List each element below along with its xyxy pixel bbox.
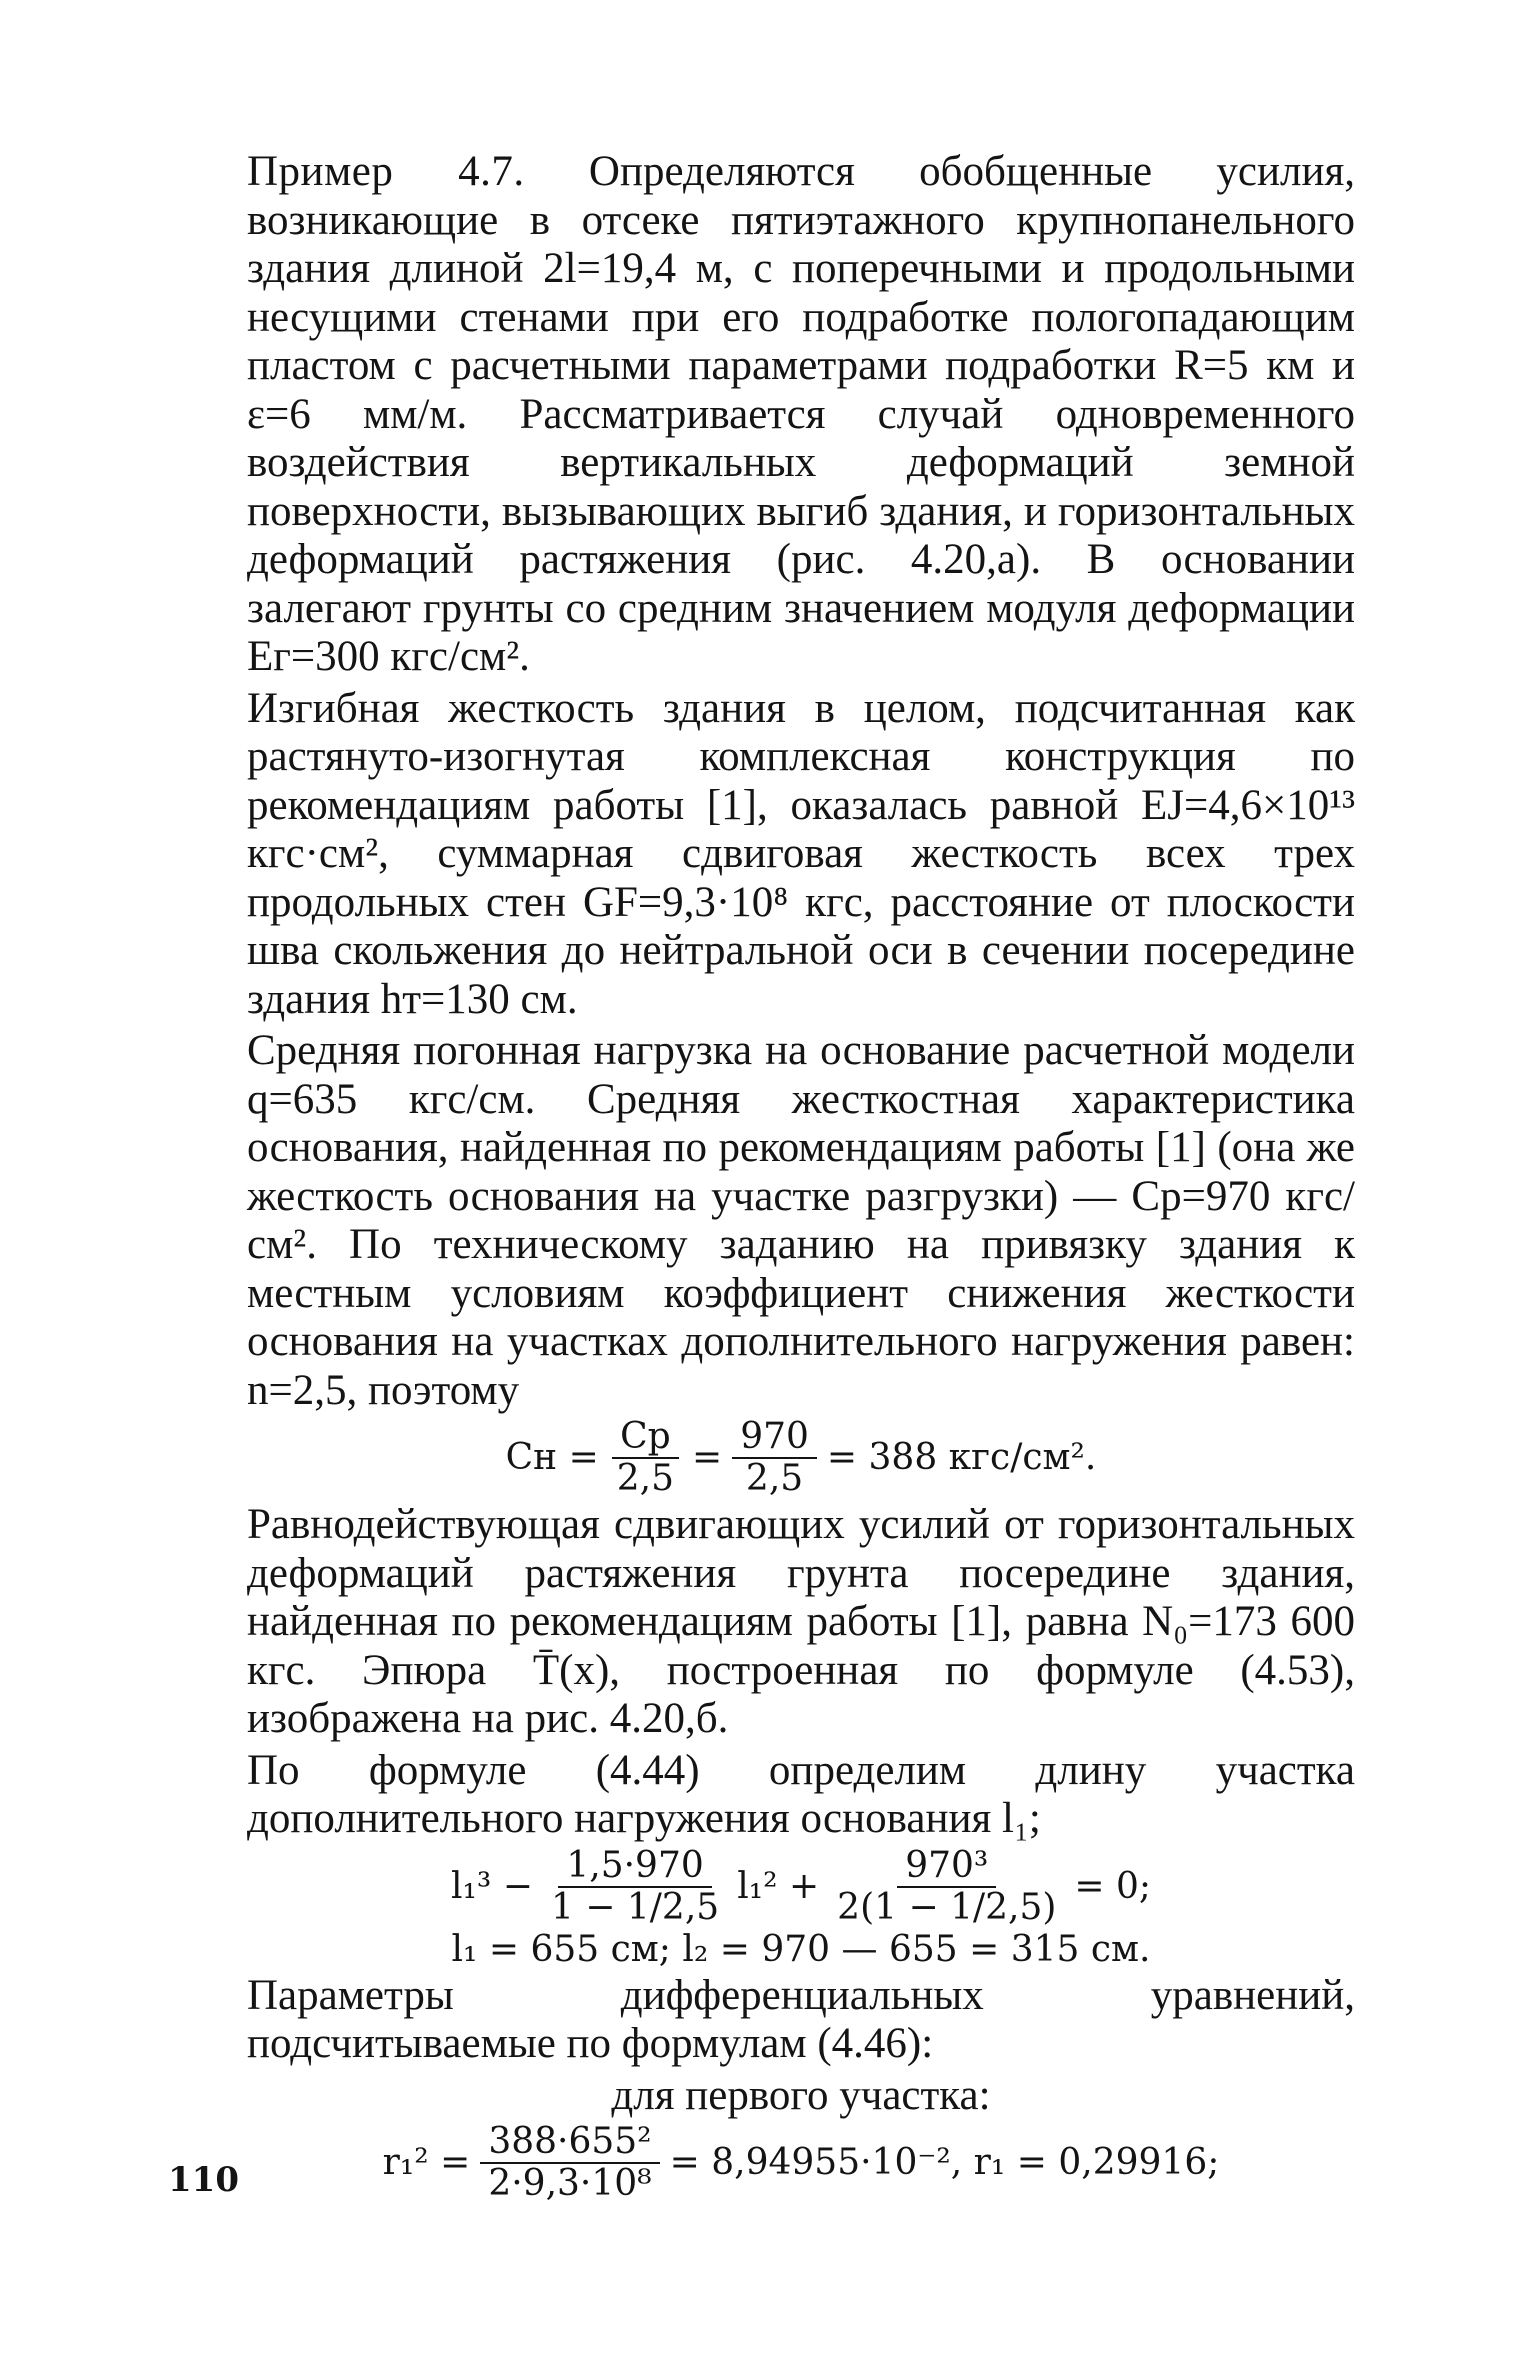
numerator: 1,5·970	[558, 1846, 711, 1888]
paragraph-example-4-7	[247, 148, 1355, 682]
paragraph-formula-4-44: По формуле (4.44) определим длину участка дополнительного нагружения основания l₁;	[247, 1746, 1355, 1842]
denominator: 2(1 − 1/2,5)	[837, 1886, 1057, 1928]
denominator: 2,5	[616, 1458, 675, 1499]
fraction	[609, 1417, 682, 1499]
denominator: 1 − 1/2,5	[550, 1886, 720, 1928]
formula-l1-equation	[247, 1846, 1355, 1928]
denominator: 2·9,3·10⁸	[488, 2163, 652, 2204]
fraction	[480, 2122, 659, 2204]
formula-lhs: Cн =	[505, 1437, 599, 1478]
page-number: 110	[168, 2160, 239, 2200]
formula-rhs: = 8,94955·10⁻², r₁ = 0,29916;	[669, 2142, 1220, 2183]
paragraph-first-section: для первого участка:	[611, 2071, 991, 2119]
formula-term: l₁³ −	[450, 1865, 533, 1907]
fraction	[543, 1846, 727, 1928]
formula-term: l₁² +	[737, 1865, 820, 1907]
formula-rhs: = 388 кгс/см².	[826, 1437, 1097, 1478]
numerator: 970³	[897, 1846, 996, 1888]
example-heading: Пример 4.7.	[247, 148, 525, 195]
formula-rhs: = 0;	[1074, 1865, 1152, 1907]
numerator: 388·655²	[480, 2122, 659, 2164]
fraction	[829, 1846, 1064, 1928]
numerator: Cр	[612, 1417, 679, 1459]
paragraph-parameters: Параметры дифференциальных уравнений, подсчитываемые по формулам (4.46):	[247, 1971, 1355, 2067]
denominator: 2,5	[745, 1458, 804, 1499]
formula-r1	[247, 2122, 1355, 2204]
paragraph-bending-stiffness: Изгибная жесткость здания в целом, подсчитанная как растянуто-изогнутая комплексная конструкция по рекомендациям работы [1], оказалась равной EJ=4,6×10¹³ кгс·см², суммарная сдвиговая жесткость всех трех продольных стен GF=9,3·10⁸ кгс, расстояние от плоскости шва скольжения до нейтральной оси в сечении посередине здания hт=130 см.	[247, 684, 1355, 1023]
equals-sign: =	[692, 1437, 723, 1478]
formula-l1-l2-values	[247, 1930, 1355, 1970]
formula-lhs: r₁² =	[382, 2142, 471, 2183]
formula-cn	[247, 1417, 1355, 1499]
numerator: 970	[732, 1417, 817, 1459]
fraction	[732, 1417, 817, 1499]
paragraph-text: Определяются обобщенные усилия, возникающие в отсеке пятиэтажного крупнопанельного здания длиной 2l=19,4 м, с поперечными и продольными несущими стенами при его подработке пологопадающим пластом с расчетными параметрами подработки R=5 км и ε=6 мм/м. Рассматривается случай одновременного воздействия вертикальных деформаций земной поверхности, вызывающих выгиб здания, и горизонтальных деформаций растяжения (рис. 4.20,a). В основании залегают грунты со средним значением модуля деформации Eг=300 кгс/см².	[247, 148, 1355, 680]
text-column	[247, 148, 1355, 2206]
paragraph-load: Средняя погонная нагрузка на основание расчетной модели q=635 кгс/см. Средняя жесткостная характеристика основания, найденная по рекомендациям работы [1] (она же жесткость основания на участке разгрузки) — Cр=970 кгс/см². По техническому заданию на привязку здания к местным условиям коэффициент снижения жесткости основания на участках дополнительного нагружения равен: n=2,5, поэтому	[247, 1027, 1355, 1414]
paragraph-resultant: Равнодействующая сдвигающих усилий от горизонтальных деформаций растяжения грунта посередине здания, найденная по рекомендациям работы [1], равна N₀=173 600 кгс. Эпюра T̄(x), построенная по формуле (4.53), изображена на рис. 4.20,б.	[247, 1501, 1355, 1742]
formula-text: l₁ = 655 см; l₂ = 970 — 655 = 315 см.	[451, 1928, 1151, 1970]
